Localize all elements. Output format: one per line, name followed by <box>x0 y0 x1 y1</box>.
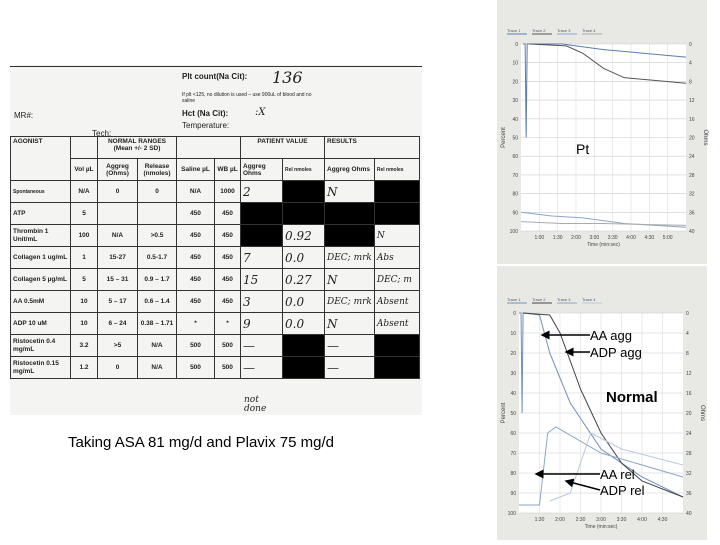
cell-wb: 450 <box>215 203 241 225</box>
cell-p-aggreg: 2 <box>241 181 283 203</box>
y2-tick-label: 12 <box>689 98 695 105</box>
hct-value: :X <box>255 107 266 118</box>
cell-saline: 500 <box>177 335 215 357</box>
mr-label: MR#: <box>14 111 34 120</box>
cell-p-aggreg: 15 <box>241 269 283 291</box>
cell-wb: 450 <box>215 291 241 313</box>
not-done-note: not done <box>244 395 267 414</box>
y2-axis-label: Ohms <box>702 129 708 146</box>
header-saline: Saline µL <box>177 159 215 181</box>
cell-r-rel: Absent <box>374 291 419 313</box>
cell-aggreg: N/A <box>98 225 138 247</box>
cell-wb: * <box>215 313 241 335</box>
cell-r-rel: Absent <box>374 313 419 335</box>
x-axis-label: Time (min:sec) <box>584 524 618 530</box>
header-release: Release (nmoles) <box>138 159 177 181</box>
cell-release: 0.9 – 1.7 <box>138 269 177 291</box>
header-patient-value: PATIENT VALUE <box>241 137 325 159</box>
header-patient-aggreg: Aggreg Ohms <box>241 159 283 181</box>
x-tick-label: 2:00 <box>555 517 565 523</box>
y2-tick-label: 20 <box>686 411 692 417</box>
annotation-aa-rel: AA rel <box>600 467 635 482</box>
y-tick-label: 80 <box>512 191 518 198</box>
cell-vol: 1.2 <box>71 357 98 379</box>
y2-tick-label: 32 <box>689 191 695 198</box>
cell-p-rel: 0.0 <box>283 291 325 313</box>
y-tick-label: 60 <box>512 154 518 161</box>
y2-tick-label: 36 <box>689 210 695 217</box>
y-tick-label: 100 <box>507 511 516 517</box>
y-tick-label: 10 <box>510 331 516 337</box>
legend-entry: Trace 4 <box>582 297 596 302</box>
annotation-adp-rel: ADP rel <box>600 483 645 498</box>
cell-vol: 100 <box>71 225 98 247</box>
y-tick-label: 60 <box>510 431 516 437</box>
cell-p-rel: 0.92 <box>283 225 325 247</box>
cell-r-aggreg: DEC; mrk <box>325 247 375 269</box>
y-tick-label: 50 <box>512 135 518 142</box>
cell-aggreg: 6 – 24 <box>98 313 138 335</box>
y-tick-label: 90 <box>510 491 516 497</box>
cell-saline: 450 <box>177 225 215 247</box>
cell-p-aggreg: 7 <box>241 247 283 269</box>
cell-wb: 450 <box>215 225 241 247</box>
header-results-aggreg: Aggreg Ohms <box>325 159 375 181</box>
cell-saline: 450 <box>177 203 215 225</box>
cell-p-aggreg: 9 <box>241 313 283 335</box>
cell-release: 0 <box>138 181 177 203</box>
cell-r-aggreg: — <box>325 335 375 357</box>
y-tick-label: 50 <box>510 411 516 417</box>
cell-r-aggreg: N <box>325 269 375 291</box>
cell-saline: N/A <box>177 181 215 203</box>
cell-saline: * <box>177 313 215 335</box>
x-tick-label: 4:30 <box>657 517 668 523</box>
y2-tick-label: 16 <box>686 391 692 397</box>
header-normal-ranges: NORMAL RANGES (Mean +/- 2 SD) <box>98 137 177 159</box>
y-tick-label: 30 <box>512 98 518 105</box>
header-aggreg: Aggreg (Ohms) <box>98 159 138 181</box>
y-tick-label: 80 <box>510 471 516 477</box>
x-axis-label: Time (min:sec) <box>587 242 620 248</box>
header-vol: Vol µL <box>71 159 98 181</box>
x-tick-label: 2:30 <box>575 517 586 523</box>
cell-wb: 450 <box>215 247 241 269</box>
y2-tick-label: 4 <box>689 60 692 67</box>
cell-agonist: Ristocetin 0.4 mg/mL <box>11 335 71 357</box>
cell-vol: 3.2 <box>71 335 98 357</box>
cell-r-rel: N <box>374 225 419 247</box>
y-axis-label: Percent <box>501 127 507 148</box>
tech-label: Tech: <box>92 129 112 138</box>
cell-aggreg: 15 – 31 <box>98 269 138 291</box>
cell-agonist: AA 0.5mM <box>11 291 71 313</box>
legend-entry: Trace 3 <box>557 297 571 302</box>
cell-aggreg: 5 – 17 <box>98 291 138 313</box>
cell-saline: 450 <box>177 269 215 291</box>
cell-saline: 500 <box>177 357 215 379</box>
cell-wb: 450 <box>215 269 241 291</box>
cell-vol: 1 <box>71 247 98 269</box>
cell-aggreg: 15-27 <box>98 247 138 269</box>
x-tick-label: 4:00 <box>626 235 636 241</box>
y-tick-label: 90 <box>512 210 518 217</box>
y2-tick-label: 4 <box>686 331 689 337</box>
cell-vol: 10 <box>71 291 98 313</box>
annotation-aa-agg: AA agg <box>590 328 632 343</box>
cell-r-rel: DEC; m <box>374 269 419 291</box>
y-tick-label: 40 <box>510 391 516 397</box>
x-tick-label: 3:00 <box>589 235 600 241</box>
x-tick-label: 4:00 <box>637 517 647 523</box>
y-tick-label: 10 <box>512 60 518 67</box>
y-tick-label: 20 <box>512 79 518 86</box>
legend-entry: Trace 1 <box>507 297 521 302</box>
y2-tick-label: 8 <box>689 79 692 86</box>
y2-tick-label: 8 <box>686 351 689 357</box>
header-wb: WB µL <box>215 159 241 181</box>
temperature-label: Temperature: <box>182 121 230 130</box>
x-tick-label: 5:00 <box>662 235 673 241</box>
y2-tick-label: 0 <box>686 311 689 317</box>
y-tick-label: 70 <box>512 172 518 179</box>
plt-count-value: 136 <box>272 68 303 87</box>
legend-entry: Trace 1 <box>507 28 521 33</box>
cell-agonist: Collagen 1 ug/mL <box>11 247 71 269</box>
cell-r-aggreg: DEC; mrk <box>325 291 375 313</box>
x-tick-label: 3:30 <box>616 517 627 523</box>
cell-vol: N/A <box>71 181 98 203</box>
y2-tick-label: 40 <box>686 511 692 517</box>
y2-tick-label: 12 <box>686 371 692 377</box>
plt-note: If plt <125, no dilution is used – use 900uL of blood and no saline <box>182 92 312 104</box>
cell-r-aggreg: N <box>325 181 375 203</box>
header-results-rel: Rel nmoles <box>374 159 419 181</box>
cell-saline: 450 <box>177 247 215 269</box>
cell-agonist: ADP 10 uM <box>11 313 71 335</box>
legend-entry: Trace 4 <box>582 28 596 33</box>
cell-aggreg: >5 <box>98 335 138 357</box>
cell-r-aggreg: — <box>325 357 375 379</box>
x-tick-label: 1:00 <box>534 235 545 241</box>
y-tick-label: 30 <box>510 371 516 377</box>
y-tick-label: 40 <box>512 116 518 123</box>
cell-p-rel: 0.0 <box>283 247 325 269</box>
cell-wb: 500 <box>215 357 241 379</box>
y2-tick-label: 24 <box>686 431 692 437</box>
cell-agonist: ATP <box>11 203 71 225</box>
y2-tick-label: 24 <box>689 154 695 161</box>
cell-agonist: Thrombin 1 Unit/mL <box>11 225 71 247</box>
cell-release: N/A <box>138 335 177 357</box>
cell-saline: 450 <box>177 291 215 313</box>
x-tick-label: 2:00 <box>571 235 581 241</box>
x-tick-label: 1:30 <box>534 517 545 523</box>
y2-tick-label: 20 <box>689 135 695 142</box>
y2-tick-label: 16 <box>689 116 695 123</box>
cell-vol: 5 <box>71 269 98 291</box>
y2-tick-label: 28 <box>689 172 695 179</box>
legend-entry: Trace 2 <box>532 28 546 33</box>
cell-p-aggreg: — <box>241 357 283 379</box>
x-tick-label: 1:30 <box>552 235 563 241</box>
y-tick-label: 70 <box>510 451 516 457</box>
cell-aggreg: 0 <box>98 357 138 379</box>
cell-wb: 500 <box>215 335 241 357</box>
y2-tick-label: 0 <box>689 42 692 48</box>
y2-tick-label: 36 <box>686 491 692 497</box>
legend-entry: Trace 3 <box>557 28 571 33</box>
hct-label: Hct (Na Cit): <box>182 109 229 118</box>
cell-p-aggreg: 3 <box>241 291 283 313</box>
cell-release: N/A <box>138 357 177 379</box>
y-axis-label: Percent <box>501 402 507 424</box>
x-tick-label: 4:30 <box>644 235 655 241</box>
cell-agonist: Ristocetin 0.15 mg/mL <box>11 357 71 379</box>
cell-wb: 1000 <box>215 181 241 203</box>
y2-axis-label: Ohms <box>699 404 705 422</box>
cell-agonist: Spontaneous <box>11 181 71 203</box>
cell-release: 0.38 – 1.71 <box>138 313 177 335</box>
x-tick-label: 3:30 <box>607 235 618 241</box>
y-tick-label: 0 <box>513 311 516 317</box>
y-tick-label: 20 <box>510 351 516 357</box>
y2-tick-label: 40 <box>689 229 695 235</box>
cell-agonist: Collagen 5 µg/mL <box>11 269 71 291</box>
header-results: RESULTS <box>325 137 420 159</box>
cell-vol: 5 <box>71 203 98 225</box>
annotation-adp-agg: ADP agg <box>590 345 642 360</box>
chart-label-pt: Pt <box>576 141 590 157</box>
header-patient-rel: Rel nmoles <box>283 159 325 181</box>
y-tick-label: 0 <box>515 42 518 48</box>
cell-release: >0.5 <box>138 225 177 247</box>
plt-count-label: Plt count(Na Cit): <box>182 72 248 81</box>
cell-r-aggreg: N <box>325 313 375 335</box>
y-tick-label: 100 <box>509 229 518 235</box>
cell-r-rel: Abs <box>374 247 419 269</box>
cell-vol: 10 <box>71 313 98 335</box>
y2-tick-label: 32 <box>686 471 692 477</box>
arrow-adp-rel <box>566 481 600 490</box>
x-tick-label: 3:00 <box>596 517 606 523</box>
caption: Taking ASA 81 mg/d and Plavix 75 mg/d <box>68 434 334 451</box>
cell-p-rel: 0.0 <box>283 313 325 335</box>
cell-release: 0.5-1.7 <box>138 247 177 269</box>
cell-aggreg: 0 <box>98 181 138 203</box>
cell-p-rel: 0.27 <box>283 269 325 291</box>
legend-entry: Trace 2 <box>532 297 546 302</box>
chart-label-normal: Normal <box>606 389 658 406</box>
cell-p-aggreg: — <box>241 335 283 357</box>
cell-release: 0.6 – 1.4 <box>138 291 177 313</box>
y2-tick-label: 28 <box>686 451 692 457</box>
header-agonist: AGONIST <box>11 137 71 181</box>
